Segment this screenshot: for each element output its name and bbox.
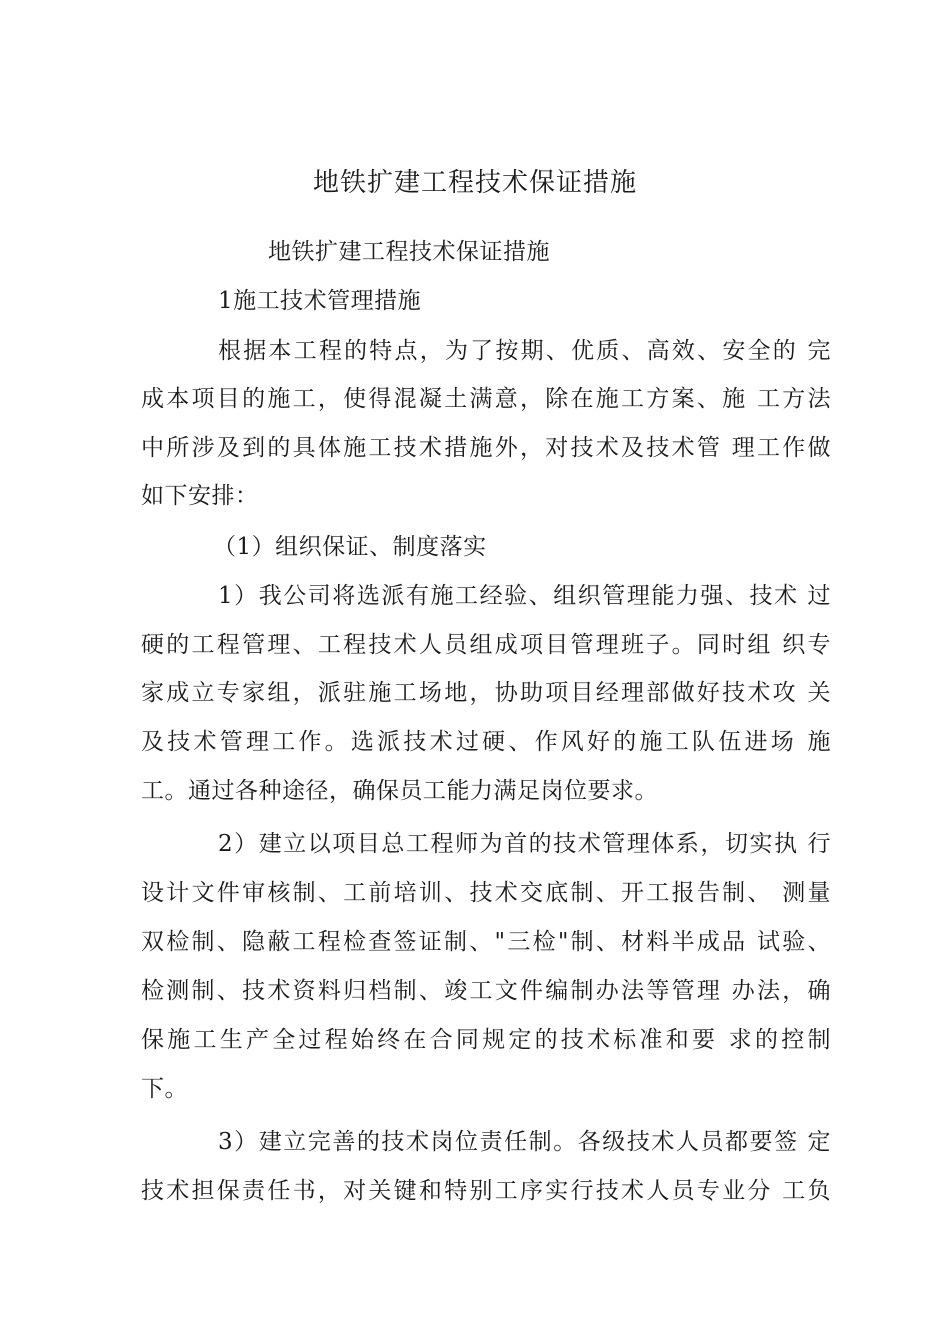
paragraph-line: 成本项目的施工，使得混凝土满意，除在施工方案、施 工方法 (141, 386, 831, 412)
document-subtitle: 地铁扩建工程技术保证措施 (268, 239, 550, 265)
paragraph-line: 及技术管理工作。选派技术过硬、作风好的施工队伍进场 施 (141, 729, 831, 755)
paragraph-line: 如下安排： (141, 483, 259, 509)
paragraph-line: 2）建立以项目总工程师为首的技术管理体系，切实执 行 (218, 831, 831, 857)
subsection-heading: （1）组织保证、制度落实 (213, 534, 487, 560)
section-heading: 1施工技术管理措施 (218, 288, 422, 314)
paragraph-line: 下。 (141, 1076, 188, 1102)
paragraph-line: 3）建立完善的技术岗位责任制。各级技术人员都要签 定 (218, 1129, 831, 1155)
paragraph-line: 中所涉及到的具体施工技术措施外，对技术及技术管 理工作做 (141, 435, 831, 461)
paragraph-line: 工。通过各种途径，确保员工能力满足岗位要求。 (141, 778, 658, 804)
paragraph-line: 1）我公司将选派有施工经验、组织管理能力强、技术 过 (218, 583, 831, 609)
paragraph-line: 根据本工程的特点，为了按期、优质、高效、安全的 完 (218, 338, 831, 364)
paragraph-line: 技术担保责任书，对关键和特别工序实行技术人员专业分 工负 (141, 1178, 831, 1204)
paragraph-line: 检测制、技术资料归档制、竣工文件编制办法等管理 办法，确 (141, 978, 831, 1004)
paragraph-line: 设计文件审核制、工前培训、技术交底制、开工报告制、 测量 (141, 880, 831, 906)
paragraph-line: 硬的工程管理、工程技术人员组成项目管理班子。同时组 织专 (141, 632, 831, 658)
paragraph-line: 家成立专家组，派驻施工场地，协助项目经理部做好技术攻 关 (141, 680, 831, 706)
paragraph-line: 双检制、隐蔽工程检查签证制、"三检"制、材料半成品 试验、 (141, 929, 831, 955)
paragraph-line: 保施工生产全过程始终在合同规定的技术标准和要 求的控制 (141, 1027, 831, 1053)
document-title: 地铁扩建工程技术保证措施 (312, 168, 637, 198)
